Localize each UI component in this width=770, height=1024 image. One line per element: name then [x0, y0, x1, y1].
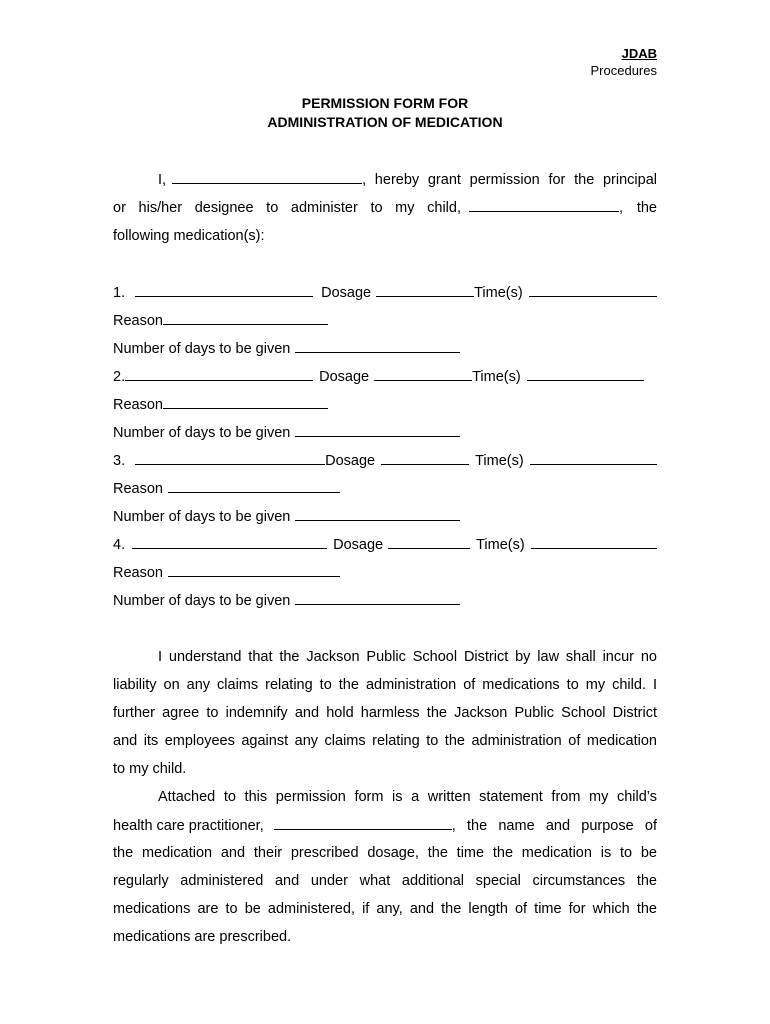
medication-4-name-field[interactable]	[132, 534, 327, 549]
medication-3-dosage-field[interactable]	[381, 450, 469, 465]
medication-3-times-label: Time(s)	[475, 453, 524, 469]
medication-2-days-label: Number of days to be given	[113, 425, 291, 441]
policy-code: JDAB	[621, 46, 657, 61]
medication-2-reason-label: Reason	[113, 397, 163, 413]
medication-3-days-field[interactable]	[295, 506, 460, 521]
form-title-line2: ADMINISTRATION OF MEDICATION	[267, 114, 503, 130]
medication-3-times-field[interactable]	[530, 450, 657, 465]
medication-4-days-label: Number of days to be given	[113, 593, 291, 609]
medication-3-number: 3.	[113, 453, 126, 469]
parent-name-field[interactable]	[172, 169, 362, 184]
policy-subtitle: Procedures	[590, 63, 657, 78]
medication-1-times-field[interactable]	[529, 282, 657, 297]
medication-4-row	[113, 534, 657, 555]
attached-line-5: medications are to be administered, if any, and the length of time for which the	[113, 901, 657, 917]
child-name-field[interactable]	[469, 197, 619, 212]
medication-4-number: 4.	[113, 537, 126, 553]
practitioner-suffix: , the name and purpose of	[451, 818, 657, 834]
medication-4-reason-row	[113, 562, 657, 583]
liability-line-4: and its employees against any claims relating to the administration of medication	[113, 733, 657, 749]
medication-2-reason-field[interactable]	[163, 394, 328, 409]
medication-2-days-field[interactable]	[295, 422, 460, 437]
intro-following-text: following medication(s):	[113, 228, 265, 244]
medication-3-days-label: Number of days to be given	[113, 509, 291, 525]
medication-1-days-field[interactable]	[295, 338, 460, 353]
medication-3-reason-row	[113, 478, 657, 499]
liability-line-2: liability on any claims relating to the administration of medications to my child. I	[113, 677, 657, 693]
medication-4-days-row	[113, 590, 657, 611]
liability-line-3: further agree to indemnify and hold harmless the Jackson Public School District	[113, 705, 657, 721]
medication-4-times-label: Time(s)	[476, 537, 525, 553]
medication-2-row	[113, 366, 657, 387]
medication-4-dosage-label: Dosage	[333, 537, 384, 553]
medication-2-days-row	[113, 422, 657, 443]
attached-line-6: medications are prescribed.	[113, 929, 292, 945]
medication-3-reason-label: Reason	[113, 481, 163, 497]
intro-the-text: , the	[619, 200, 657, 216]
attached-line-2	[113, 815, 657, 836]
medication-1-dosage-field[interactable]	[376, 282, 474, 297]
medication-1-days-row	[113, 338, 657, 359]
medication-3-row	[113, 450, 657, 471]
medication-3-dosage-label: Dosage	[325, 453, 376, 469]
medication-2-dosage-label: Dosage	[319, 369, 370, 385]
medication-2-number: 2.	[113, 369, 126, 385]
medication-1-reason-label: Reason	[113, 313, 163, 329]
medication-1-times-label: Time(s)	[474, 285, 523, 301]
medication-2-times-field[interactable]	[527, 366, 644, 381]
medication-2-dosage-field[interactable]	[374, 366, 472, 381]
medication-2-reason-row	[113, 394, 657, 415]
medication-3-reason-field[interactable]	[168, 478, 340, 493]
intro-designee-text: or his/her designee to administer to my child,	[113, 200, 461, 216]
practitioner-prefix: health care practitioner,	[113, 818, 264, 834]
medication-1-days-label: Number of days to be given	[113, 341, 291, 357]
medication-2-name-field[interactable]	[125, 366, 313, 381]
intro-line-1	[113, 169, 657, 190]
medication-1-name-field[interactable]	[135, 282, 313, 297]
medication-1-reason-row	[113, 310, 657, 331]
form-title-line1: PERMISSION FORM FOR	[301, 95, 469, 111]
medication-4-dosage-field[interactable]	[388, 534, 470, 549]
medication-1-row	[113, 282, 657, 303]
attached-line-4: regularly administered and under what additional special circumstances the	[113, 873, 657, 889]
medication-4-days-field[interactable]	[295, 590, 460, 605]
practitioner-name-field[interactable]	[274, 815, 452, 830]
medication-1-dosage-label: Dosage	[321, 285, 372, 301]
attached-line-1: Attached to this permission form is a written statement from my child’s	[158, 789, 657, 805]
intro-line-2	[113, 197, 657, 218]
intro-i-prefix: I,	[158, 172, 167, 188]
medication-3-name-field[interactable]	[135, 450, 325, 465]
medication-1-number: 1.	[113, 285, 126, 301]
medication-2-times-label: Time(s)	[472, 369, 521, 385]
attached-line-3: the medication and their prescribed dosage, the time the medication is to be	[113, 845, 657, 861]
medication-3-days-row	[113, 506, 657, 527]
medication-1-reason-field[interactable]	[163, 310, 328, 325]
liability-line-1: I understand that the Jackson Public School District by law shall incur no	[158, 649, 657, 665]
medication-4-times-field[interactable]	[531, 534, 657, 549]
medication-4-reason-label: Reason	[113, 565, 163, 581]
liability-line-5: to my child.	[113, 761, 187, 777]
intro-grant-text: , hereby grant permission for the principal	[362, 172, 657, 188]
medication-4-reason-field[interactable]	[168, 562, 340, 577]
